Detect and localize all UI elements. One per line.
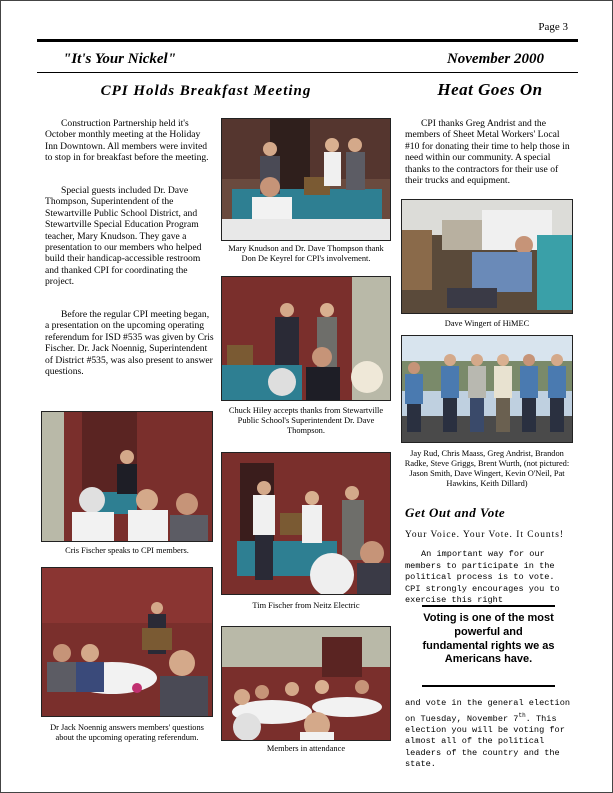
caption-members-attendance: Members in attendance <box>266 744 346 753</box>
caption-cris-fischer: Cris Fischer speaks to CPI members. <box>65 546 189 555</box>
issue-date: November 2000 <box>446 51 544 67</box>
masthead-top-rule <box>37 39 578 42</box>
caption-hiley-thanks: Chuck Hiley accepts thanks from Stewartville Public School's Superintendent Dr. Dave Thompson. <box>228 406 384 435</box>
masthead-bottom-rule <box>37 72 578 73</box>
vote-tagline: Your Voice. Your Vote. It Counts! <box>405 530 564 540</box>
vote-closing-b: . This election you will be voting for almost all of the political leaders of the country and the state. <box>405 713 565 770</box>
photo-cris-fischer <box>41 411 213 542</box>
callout-top-rule <box>422 605 555 607</box>
photo-dave-wingert <box>401 199 573 314</box>
photo-members-attendance <box>221 626 391 741</box>
newsletter-name: "It's Your Nickel" <box>63 51 177 67</box>
caption-jack-noennig: Dr Jack Noennig answers members' questions about the upcoming operating referendum. <box>50 723 204 742</box>
callout-bottom-rule <box>422 685 555 687</box>
page-number: Page 3 <box>538 21 568 33</box>
photo-hiley-thanks <box>221 276 391 401</box>
heat-article-title: Heat Goes On <box>437 80 543 99</box>
vote-closing <box>405 698 577 771</box>
photo-tim-fischer <box>221 452 391 595</box>
caption-sheet-metal-crew: Jay Rud, Chris Maass, Greg Andrist, Brandon Radke, Steve Griggs, Brent Wurth, (not pictured: Jason Smith, Dave Wingert, Kevin O'Neil, Pat Hawkins, Keith Dillard) <box>404 449 570 488</box>
cpi-paragraph-1: Construction Partnership held it's October monthly meeting at the Holiday Inn Downtown. All members were invited to stop in for breakfast before the meeting. <box>45 118 209 164</box>
cpi-paragraph-3: Before the regular CPI meeting began, a presentation on the upcoming operating referendum for ISD #535 was given by Cris Fischer. Dr. Jack Noennig, Superintendent of District #535, was also present to answer questions. <box>45 309 214 378</box>
photo-jack-noennig <box>41 567 213 717</box>
vote-closing-a: and vote in the general election on Tuesday, November 7 <box>405 698 571 724</box>
caption-restroom-thanks: Mary Knudson and Dr. Dave Thompson thank Don De Keyrel for CPI's involvement. <box>228 244 384 263</box>
cpi-paragraph-2: Special guests included Dr. Dave Thompson, Superintendent of the Stewartville Public School District, and Stewartville Special Education Program teacher, Mary Knudson. They gave a presentation to our members who helped build their handicap-accessible restroom and thanked CPI for coordinating the project. <box>45 185 202 288</box>
caption-tim-fischer: Tim Fischer from Neitz Electric <box>252 601 360 610</box>
cpi-article-title: CPI Holds Breakfast Meeting <box>100 83 312 99</box>
heat-paragraph: CPI thanks Greg Andrist and the members of Sheet Metal Workers' Local #10 for donating their time to help those in need within our community. A special thanks to the contractors for their use of their trucks and equipment. <box>405 118 570 187</box>
vote-intro: An important way for our members to participate in the political process is to vote. CPI strongly encourages you to exercise this right <box>405 549 560 605</box>
voting-callout: Voting is one of the most powerful and fundamental rights we as Americans have. <box>422 612 555 666</box>
photo-restroom-thanks <box>221 118 391 241</box>
vote-closing-sup: th <box>518 711 526 719</box>
photo-sheet-metal-crew <box>401 335 573 443</box>
vote-article-title: Get Out and Vote <box>405 505 506 520</box>
caption-dave-wingert: Dave Wingert of HiMEC <box>444 319 530 328</box>
